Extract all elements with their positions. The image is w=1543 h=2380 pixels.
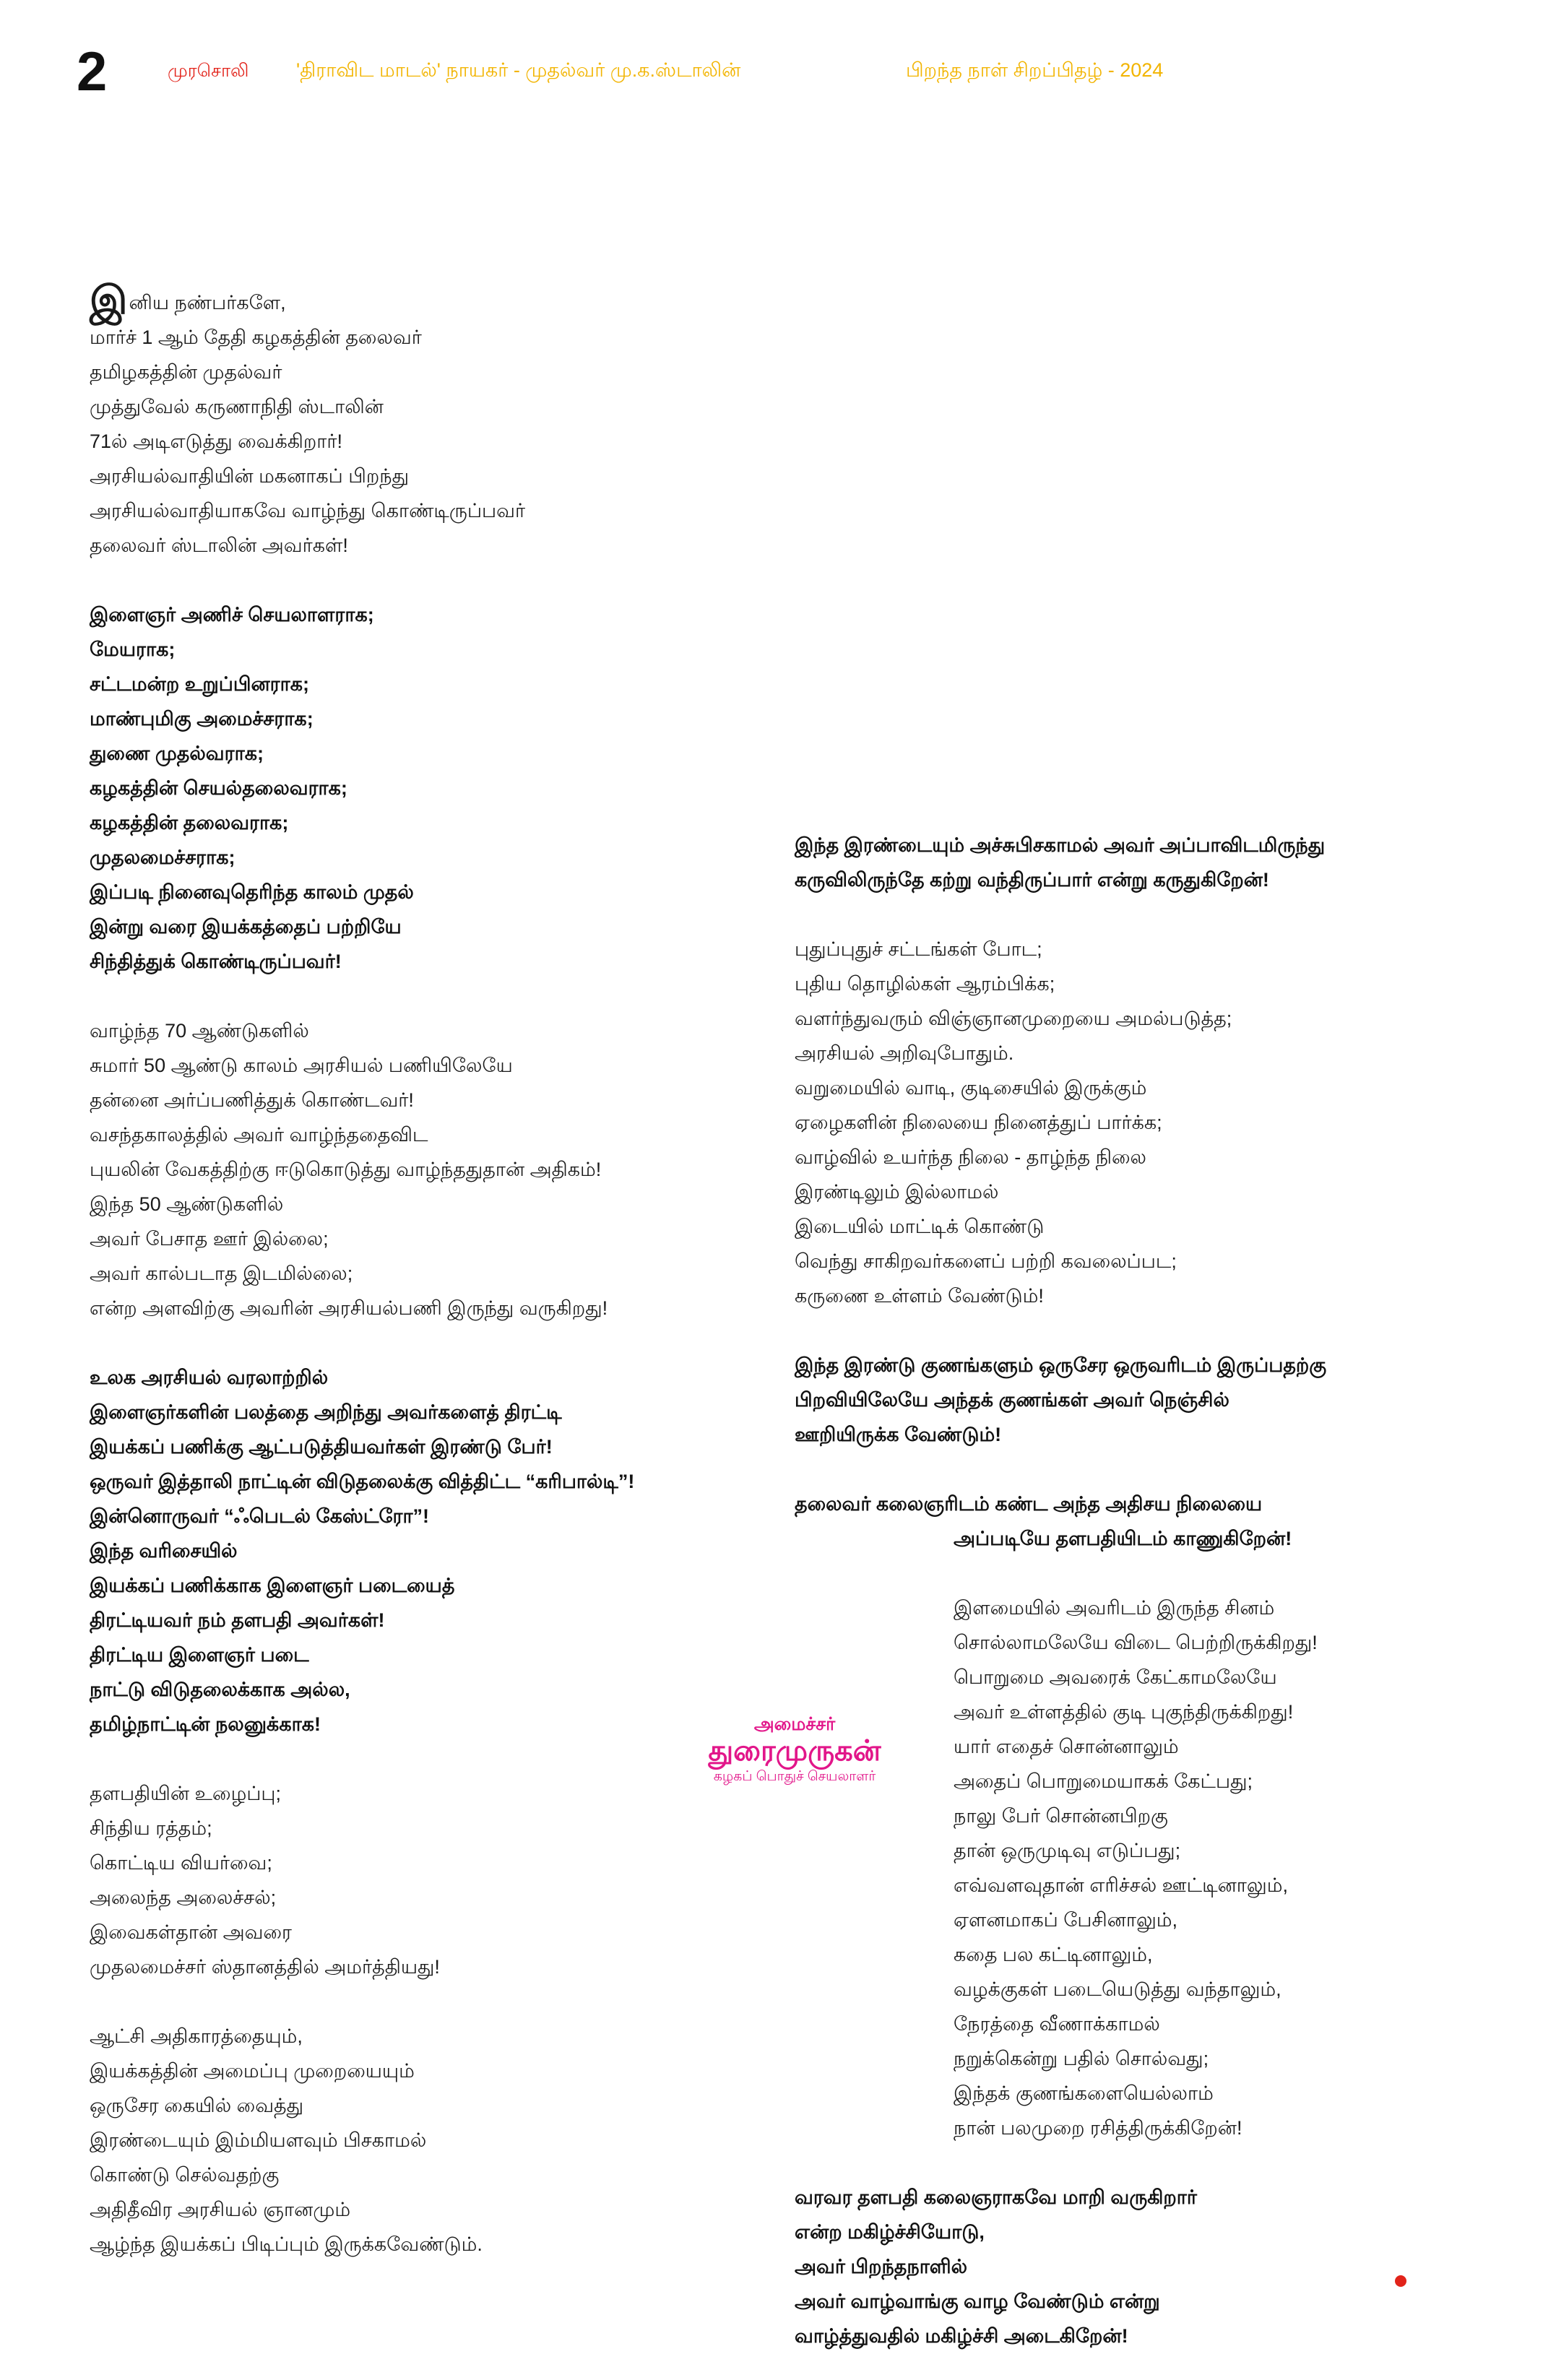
- text-line: இளைஞர் அணிச் செயலாளராக;: [90, 604, 374, 626]
- text-line: வறுமையில் வாடி, குடிசையில் இருக்கும்: [795, 1077, 1147, 1099]
- text-line: இளைஞர்களின் பலத்தை அறிந்து அவர்களைத் திரட்டி: [90, 1401, 562, 1423]
- right-paragraph-5: [795, 1591, 1488, 2145]
- text-line: கருவிலிருந்தே கற்று வந்திருப்பார் என்று கருதுகிறேன்!: [795, 869, 1269, 891]
- text-line: சட்டமன்ற உறுப்பினராக;: [90, 673, 310, 695]
- text-line: கதை பல கட்டினாலும்,: [954, 1944, 1153, 1965]
- text-line: சுமார் 50 ஆண்டு காலம் அரசியல் பணியிலேயே: [90, 1055, 513, 1076]
- text-line: முதலமைச்சராக;: [90, 847, 235, 868]
- text-line: பிறவியிலேயே அந்தக் குணங்கள் அவர் நெஞ்சில்: [795, 1389, 1229, 1411]
- text-line: 71ல் அடிஎடுத்து வைக்கிறார்!: [90, 430, 342, 452]
- text-line: அரசியல்வாதியாகவே வாழ்ந்து கொண்டிருப்பவர்: [90, 500, 526, 522]
- text-line: அதைப் பொறுமையாகக் கேட்பது;: [954, 1770, 1253, 1792]
- left-paragraph-2: [90, 597, 783, 979]
- text-line: ஆட்சி அதிகாரத்தையும்,: [90, 2025, 303, 2047]
- text-line: வாழ்ந்த 70 ஆண்டுகளில்: [90, 1020, 309, 1042]
- text-line: இயக்கப் பணிக்காக இளைஞர் படையைத்: [90, 1575, 455, 1596]
- line-group: [90, 1013, 783, 1325]
- text-line: இரண்டையும் இம்மியளவும் பிசகாமல்: [90, 2129, 427, 2151]
- line-group: [90, 2019, 783, 2262]
- line-group: [90, 320, 783, 563]
- text-line: அரசியல்வாதியின் மகனாகப் பிறந்து: [90, 465, 410, 487]
- text-line: அப்படியே தளபதியிடம் காணுகிறேன்!: [954, 1528, 1292, 1549]
- line-group: [90, 1360, 783, 1741]
- text-line: தான் ஒருமுடிவு எடுப்பது;: [954, 1840, 1181, 1861]
- text-line: இந்த வரிசையில்: [90, 1540, 238, 1562]
- text-line: இவைகள்தான் அவரை: [90, 1921, 293, 1943]
- text-line: ஒருவர் இத்தாலி நாட்டின் விடுதலைக்கு வித்திட்ட “கரிபால்டி”!: [90, 1471, 635, 1492]
- right-paragraph-6: [795, 2180, 1488, 2353]
- text-line: யார் எதைச் சொன்னாலும்: [954, 1736, 1179, 1757]
- text-line: சொல்லாமலேயே விடை பெற்றிருக்கிறது!: [954, 1632, 1318, 1653]
- text-line: இந்த 50 ஆண்டுகளில்: [90, 1193, 284, 1215]
- text-line: இயக்கத்தின் அமைப்பு முறையையும்: [90, 2060, 415, 2082]
- right-paragraph-1: [795, 828, 1488, 897]
- text-line: முதலமைச்சர் ஸ்தானத்தில் அமர்த்தியது!: [90, 1956, 440, 1978]
- text-line: அதிதீவிர அரசியல் ஞானமும்: [90, 2199, 351, 2220]
- end-mark-dot: [1395, 2275, 1406, 2287]
- text-line: முத்துவேல் கருணாநிதி ஸ்டாலின்: [90, 396, 384, 417]
- text-line: தளபதியின் உழைப்பு;: [90, 1783, 282, 1804]
- line-group: [954, 1591, 1488, 2145]
- text-line: இன்று வரை இயக்கத்தைப் பற்றியே: [90, 916, 402, 938]
- left-column: [90, 279, 783, 2296]
- left-paragraph-5: [90, 1776, 783, 1984]
- text-line: தலைவர் ஸ்டாலின் அவர்கள்!: [90, 535, 348, 556]
- text-line: என்ற அளவிற்கு அவரின் அரசியல்பணி இருந்து வருகிறது!: [90, 1297, 608, 1319]
- text-line: மார்ச் 1 ஆம் தேதி கழகத்தின் தலைவர்: [90, 326, 422, 348]
- header-title: 'திராவிட மாடல்' நாயகர் - முதல்வர் மு.க.ஸ்டாலின்: [296, 59, 741, 81]
- text-line: இடையில் மாட்டிக் கொண்டு: [795, 1216, 1045, 1237]
- line-group: [90, 1776, 783, 1984]
- right-paragraph-2: [795, 932, 1488, 1313]
- text-line: அவர் கால்படாத இடமில்லை;: [90, 1263, 353, 1284]
- text-line: நாலு பேர் சொன்னபிறகு: [954, 1805, 1168, 1827]
- text-line: கழகத்தின் தலைவராக;: [90, 812, 289, 834]
- text-line: இப்படி நினைவுதெரிந்த காலம் முதல்: [90, 881, 414, 903]
- header-edition: பிறந்த நாள் சிறப்பிதழ் - 2024: [906, 59, 1164, 81]
- text-line: நறுக்கென்று பதில் சொல்வது;: [954, 2048, 1209, 2069]
- text-line: தமிழகத்தின் முதல்வர்: [90, 361, 282, 383]
- line-group: [90, 597, 783, 979]
- text-line: தமிழ்நாட்டின் நலனுக்காக!: [90, 1713, 321, 1735]
- text-line: மாண்புமிகு அமைச்சராக;: [90, 708, 314, 730]
- text-line: இந்தக் குணங்களையெல்லாம்: [954, 2082, 1214, 2104]
- text-line: இன்னொருவர் “ஃபெடல் கேஸ்ட்ரோ”!: [90, 1505, 430, 1527]
- text-line: வசந்தகாலத்தில் அவர் வாழ்ந்ததைவிட: [90, 1124, 428, 1146]
- text-line: கழகத்தின் செயல்தலைவராக;: [90, 777, 347, 799]
- line-group: [795, 1348, 1488, 1452]
- text-line: இயக்கப் பணிக்கு ஆட்படுத்தியவர்கள் இரண்டு பேர்!: [90, 1436, 553, 1458]
- text-line: அவர் உள்ளத்தில் குடி புகுந்திருக்கிறது!: [954, 1701, 1294, 1723]
- text-line: எவ்வளவுதான் எரிச்சல் ஊட்டினாலும்,: [954, 1874, 1288, 1896]
- text-line: மேயராக;: [90, 639, 176, 660]
- text-line: நான் பலமுறை ரசித்திருக்கிறேன்!: [954, 2117, 1242, 2139]
- text-line: கருணை உள்ளம் வேண்டும்!: [795, 1285, 1044, 1307]
- right-paragraph-4: [795, 1487, 1488, 1556]
- text-line: வளர்ந்துவரும் விஞ்ஞானமுறையை அமல்படுத்த;: [795, 1008, 1232, 1029]
- text-line: அரசியல் அறிவுபோதும்.: [795, 1042, 1014, 1064]
- text-line: தலைவர் கலைஞரிடம் கண்ட அந்த அதிசய நிலையை: [795, 1493, 1263, 1515]
- text-line: அவர் வாழ்வாங்கு வாழ வேண்டும் என்று: [795, 2290, 1160, 2312]
- text-line: [90, 279, 783, 322]
- author-signature: [665, 1713, 925, 1787]
- left-paragraph-1: [90, 279, 783, 563]
- text-line: ஊறியிருக்க வேண்டும்!: [795, 1424, 1002, 1445]
- line-group: [795, 2180, 1488, 2353]
- author-name: துரைமுருகன்: [708, 1735, 881, 1767]
- right-paragraph-3: [795, 1348, 1488, 1452]
- text-line: ஏழைகளின் நிலையை நினைத்துப் பார்க்க;: [795, 1112, 1162, 1133]
- text-line: துணை முதல்வராக;: [90, 743, 264, 764]
- left-paragraph-4: [90, 1360, 783, 1741]
- text-line: அலைந்த அலைச்சல்;: [90, 1887, 277, 1908]
- text-line: இந்த இரண்டு குணங்களும் ஒருசேர ஒருவரிடம் இருப்பதற்கு: [795, 1354, 1327, 1376]
- left-paragraph-6: [90, 2019, 783, 2262]
- text-line: இரண்டிலும் இல்லாமல்: [795, 1181, 999, 1203]
- text-line: இளமையில் அவரிடம் இருந்த சினம்: [954, 1597, 1275, 1619]
- page-number: 2: [77, 41, 108, 103]
- text-line: ஆழ்ந்த இயக்கப் பிடிப்பும் இருக்கவேண்டும்.: [90, 2233, 483, 2255]
- text-line: சிந்தித்துக் கொண்டிருப்பவர்!: [90, 951, 342, 972]
- text-line: ஒருசேர கையில் வைத்து: [90, 2095, 304, 2116]
- text-line: வாழ்த்துவதில் மகிழ்ச்சி அடைகிறேன்!: [795, 2325, 1128, 2347]
- dropcap: இ: [90, 279, 128, 322]
- page-header: [0, 0, 1543, 166]
- line-group: [795, 828, 1488, 897]
- text-line: புதிய தொழில்கள் ஆரம்பிக்க;: [795, 973, 1055, 995]
- text-line: தன்னை அர்ப்பணித்துக் கொண்டவர்!: [90, 1089, 414, 1111]
- author-role: அமைச்சர்: [753, 1714, 836, 1734]
- text-line: நேரத்தை வீணாக்காமல்: [954, 2013, 1160, 2035]
- text-line: என்ற மகிழ்ச்சியோடு,: [795, 2221, 985, 2243]
- text-line: வழக்குகள் படையெடுத்து வந்தாலும்,: [954, 1978, 1281, 2000]
- text-line: திரட்டியவர் நம் தளபதி அவர்கள்!: [90, 1609, 385, 1631]
- text-line: ஏளனமாகப் பேசினாலும்,: [954, 1909, 1177, 1931]
- right-column: [795, 828, 1488, 2380]
- text-line: வரவர தளபதி கலைஞராகவே மாறி வருகிறார்: [795, 2186, 1197, 2208]
- text-line: திரட்டிய இளைஞர் படை: [90, 1644, 309, 1666]
- text-line: புதுப்புதுச் சட்டங்கள் போட;: [795, 938, 1042, 960]
- text-line: பொறுமை அவரைக் கேட்காமலேயே: [954, 1666, 1277, 1688]
- text-line: உலக அரசியல் வரலாற்றில்: [90, 1367, 329, 1388]
- text-line: புயலின் வேகத்திற்கு ஈடுகொடுத்து வாழ்ந்ததுதான் அதிகம்!: [90, 1159, 602, 1180]
- text-line: இந்த இரண்டையும் அச்சுபிசகாமல் அவர் அப்பாவிடமிருந்து: [795, 834, 1326, 856]
- newspaper-brand: முரசொலி: [168, 61, 249, 81]
- left-paragraph-3: [90, 1013, 783, 1325]
- text-line: வாழ்வில் உயர்ந்த நிலை - தாழ்ந்த நிலை: [795, 1146, 1146, 1168]
- text-line: அவர் பேசாத ஊர் இல்லை;: [90, 1228, 329, 1250]
- line-group: [795, 932, 1488, 1313]
- text-line: கொட்டிய வியர்வை;: [90, 1852, 272, 1874]
- text-line: நாட்டு விடுதலைக்காக அல்ல,: [90, 1679, 350, 1700]
- author-post: கழகப் பொதுச் செயலாளர்: [713, 1769, 876, 1784]
- text-line: வெந்து சாகிறவர்களைப் பற்றி கவலைப்பட;: [795, 1250, 1177, 1272]
- first-line-text: னிய நண்பர்களே,: [129, 292, 286, 313]
- text-line: சிந்திய ரத்தம்;: [90, 1817, 212, 1839]
- text-line: அவர் பிறந்தநாளில்: [795, 2256, 968, 2277]
- text-line: கொண்டு செல்வதற்கு: [90, 2164, 280, 2186]
